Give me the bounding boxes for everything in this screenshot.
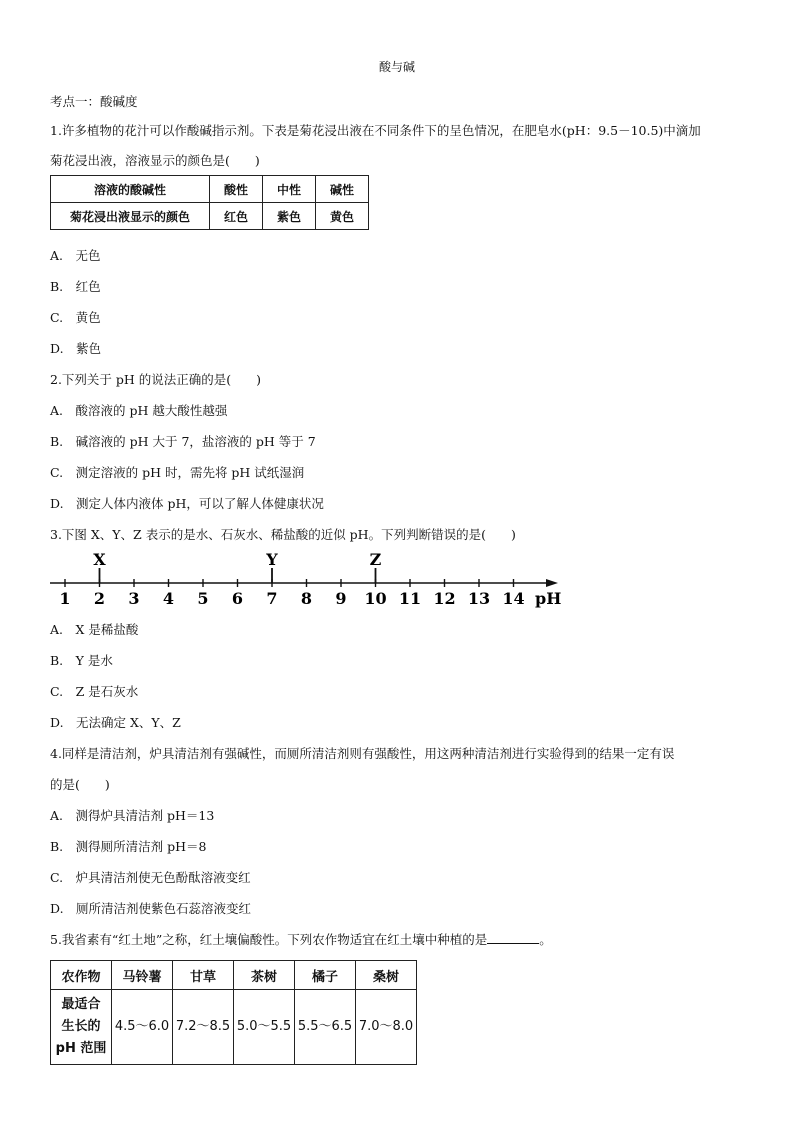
ph-tick-label: 3 [128,589,140,608]
q5-end: 。 [539,932,552,947]
answer-blank[interactable] [487,931,539,944]
table-cell: 酸性 [210,176,263,203]
ph-marker-label: Z [369,550,382,569]
q5-crop-table [50,960,417,1065]
table-cell: 7.0～8.0 [356,990,417,1065]
q3-option-d: D. 无法确定 X、Y、Z [50,715,181,730]
ph-ticks [59,550,524,608]
q3-option-a: A. X 是稀盐酸 [50,622,139,637]
table-row [51,961,417,990]
ph-tick-label: 7 [266,589,278,608]
table-cell: 溶液的酸碱性 [51,176,210,203]
ph-tick-label: 6 [231,589,244,608]
table-cell: 农作物 [51,961,112,990]
ph-tick-label: 14 [502,589,525,608]
q4-option-b: B. 测得厕所清洁剂 pH＝8 [50,839,207,854]
q5-text: 5.我省素有“红土地”之称，红土壤偏酸性。下列农作物适宜在红土壤中种植的是 [50,932,488,947]
ph-tick-label: 12 [433,589,456,608]
table-cell: 橘子 [295,961,356,990]
ph-marker-label: Y [266,550,278,569]
table-cell: 茶树 [234,961,295,990]
table-cell: 菊花浸出液显示的颜色 [51,203,210,230]
q4-option-c: C. 炉具清洁剂使无色酚酞溶液变红 [50,870,251,885]
table-cell: 红色 [210,203,263,230]
q1-text-line1: 1.许多植物的花汁可以作酸碱指示剂。下表是菊花浸出液在不同条件下的呈色情况，在肥皂水(pH：9.5－10.5)中滴加 [50,123,701,138]
table-row [51,176,369,203]
q2-option-a: A. 酸溶液的 pH 越大酸性越强 [50,403,228,418]
ph-tick-label: 10 [364,589,387,608]
row-label-line: pH 范围 [55,1041,107,1056]
ph-tick-label: 5 [197,589,209,608]
q4-text-line1: 4.同样是清洁剂，炉具清洁剂有强碱性，而厕所清洁剂则有强酸性，用这两种清洁剂进行实验得到的结果一定有误 [50,746,675,761]
table-cell: 4.5～6.0 [112,990,173,1065]
q4-option-d: D. 厕所清洁剂使紫色石蕊溶液变红 [50,901,252,916]
q1-option-b: B. 红色 [50,279,101,294]
row-label-line: 生长的 [61,1019,101,1034]
ph-tick-label: 13 [467,589,491,608]
q2-text: 2.下列关于 pH 的说法正确的是( ) [50,372,262,387]
q1-option-a: A. 无色 [50,248,101,263]
q4-text-line2: 的是( ) [50,777,110,792]
table-cell: 7.2～8.5 [173,990,234,1065]
ph-tick-label: 11 [398,589,422,608]
ph-tick-label: 9 [335,589,347,608]
table-cell [51,990,112,1065]
ph-tick-label: 1 [59,589,71,608]
ph-axis-arrow [546,579,558,587]
q2-option-b: B. 碱溶液的 pH 大于 7，盐溶液的 pH 等于 7 [50,434,316,449]
table-row [51,990,417,1065]
q2-option-c: C. 测定溶液的 pH 时，需先将 pH 试纸湿润 [50,465,305,480]
q3-option-c: C. Z 是石灰水 [50,684,139,699]
q1-color-table [50,175,369,230]
q5-question [50,930,552,948]
table-cell: 中性 [263,176,316,203]
page-title: 酸与碱 [378,60,415,74]
ph-axis-label: pH [535,589,562,608]
q1-option-d: D. 紫色 [50,341,102,356]
row-label-line: 最适合 [61,997,101,1012]
q3-text: 3.下图 X、Y、Z 表示的是水、石灰水、稀盐酸的近似 pH。下列判断错误的是( ) [50,527,516,542]
table-cell: 甘草 [173,961,234,990]
table-cell: 5.5～6.5 [295,990,356,1065]
table-cell: 桑树 [356,961,417,990]
q2-option-d: D. 测定人体内液体 pH，可以了解人体健康状况 [50,496,324,511]
q1-text-line2: 菊花浸出液，溶液显示的颜色是( ) [50,153,260,168]
ph-marker-label: X [93,550,106,569]
table-cell: 马铃薯 [112,961,173,990]
ph-tick-label: 8 [300,589,313,608]
ph-tick-label: 4 [162,589,175,608]
table-cell: 碱性 [316,176,369,203]
q4-option-a: A. 测得炉具清洁剂 pH＝13 [50,808,215,823]
q3-option-b: B. Y 是水 [50,653,113,668]
table-cell: 紫色 [263,203,316,230]
ph-tick-label: 2 [93,589,106,608]
table-cell: 黄色 [316,203,369,230]
section-heading: 考点一：酸碱度 [50,94,138,109]
q1-option-c: C. 黄色 [50,310,101,325]
table-row [51,203,369,230]
table-cell: 5.0～5.5 [234,990,295,1065]
ph-scale-diagram [40,548,570,610]
